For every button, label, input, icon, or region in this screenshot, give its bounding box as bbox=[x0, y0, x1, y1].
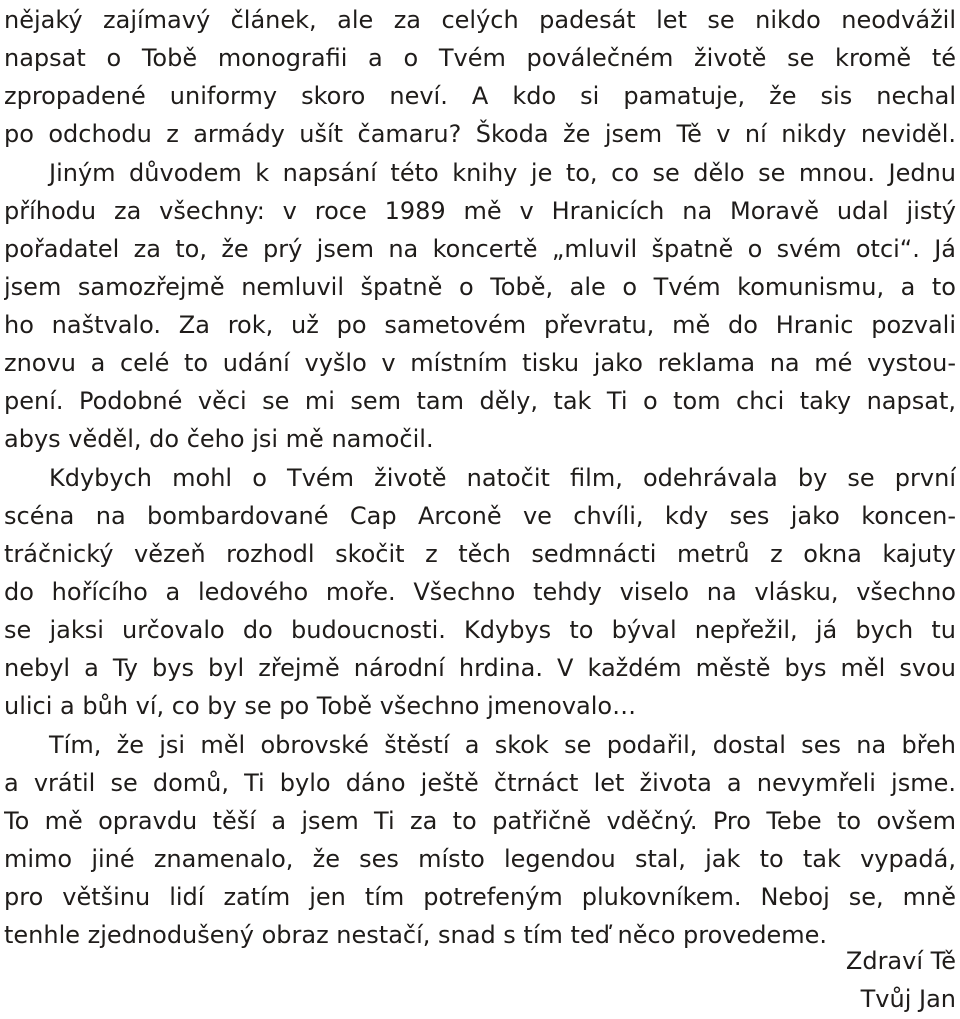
text-line: mimo jiné znamenalo, že ses místo legendou stal, jak to tak vypadá, bbox=[4, 845, 956, 873]
text-line: pro většinu lidí zatím jen tím potrefeným plukovníkem. Neboj se, mně bbox=[4, 883, 956, 911]
text-line: tráčnický vězeň rozhodl skočit z těch sedmnácti metrů z okna kajuty bbox=[4, 540, 956, 568]
text-line: se jaksi určovalo do budoucnosti. Kdybys to býval nepřežil, já bych tu bbox=[4, 616, 956, 644]
signature: Tvůj Jan bbox=[860, 985, 956, 1013]
text-line: příhodu za všechny: v roce 1989 mě v Hranicích na Moravě udal jistý bbox=[4, 197, 956, 225]
text-line: Jiným důvodem k napsání této knihy je to, co se dělo se mnou. Jednu bbox=[49, 159, 956, 187]
text-line: nebyl a Ty bys byl zřejmě národní hrdina. V každém městě bys měl svou bbox=[4, 654, 956, 682]
text-line: napsat o Tobě monografii a o Tvém poválečném životě se kromě té bbox=[4, 44, 956, 72]
text-line: ho naštvalo. Za rok, už po sametovém převratu, mě do Hranic pozvali bbox=[4, 311, 956, 339]
closing-greeting: Zdraví Tě bbox=[845, 947, 956, 975]
text-line: Tím, že jsi měl obrovské štěstí a skok se podařil, dostal ses na břeh bbox=[49, 731, 956, 759]
text-line: a vrátil se domů, Ti bylo dáno ještě čtrnáct let života a nevymřeli jsme. bbox=[4, 769, 956, 797]
text-line: To mě opravdu těší a jsem Ti za to patřičně vděčný. Pro Tebe to ovšem bbox=[4, 807, 956, 835]
text-line: pořadatel za to, že prý jsem na koncertě „mluvil špatně o svém otci“. Já bbox=[4, 235, 956, 263]
text-line: abys věděl, do čeho jsi mě namočil. bbox=[4, 425, 434, 453]
text-line: tenhle zjednodušený obraz nestačí, snad s tím teď něco provedeme. bbox=[4, 921, 828, 949]
text-line: zpropadené uniformy skoro neví. A kdo si pamatuje, že sis nechal bbox=[4, 82, 956, 110]
text-line: Kdybych mohl o Tvém životě natočit film, odehrávala by se první bbox=[49, 464, 956, 492]
text-line: do hořícího a ledového moře. Všechno tehdy viselo na vlásku, všechno bbox=[4, 578, 956, 606]
text-line: po odchodu z armády ušít čamaru? Škoda že jsem Tě v ní nikdy neviděl. bbox=[4, 120, 956, 148]
text-line: jsem samozřejmě nemluvil špatně o Tobě, ale o Tvém komunismu, a to bbox=[4, 273, 956, 301]
text-line: nějaký zajímavý článek, ale za celých padesát let se nikdo neodvážil bbox=[4, 6, 956, 34]
text-line: znovu a celé to udání vyšlo v místním tisku jako reklama na mé vystou- bbox=[4, 349, 956, 377]
text-line: scéna na bombardované Cap Arconě ve chvíli, kdy ses jako koncen- bbox=[4, 502, 956, 530]
text-line: pení. Podobné věci se mi sem tam děly, tak Ti o tom chci taky napsat, bbox=[4, 387, 956, 415]
text-line: ulici a bůh ví, co by se po Tobě všechno jmenovalo… bbox=[4, 692, 637, 720]
